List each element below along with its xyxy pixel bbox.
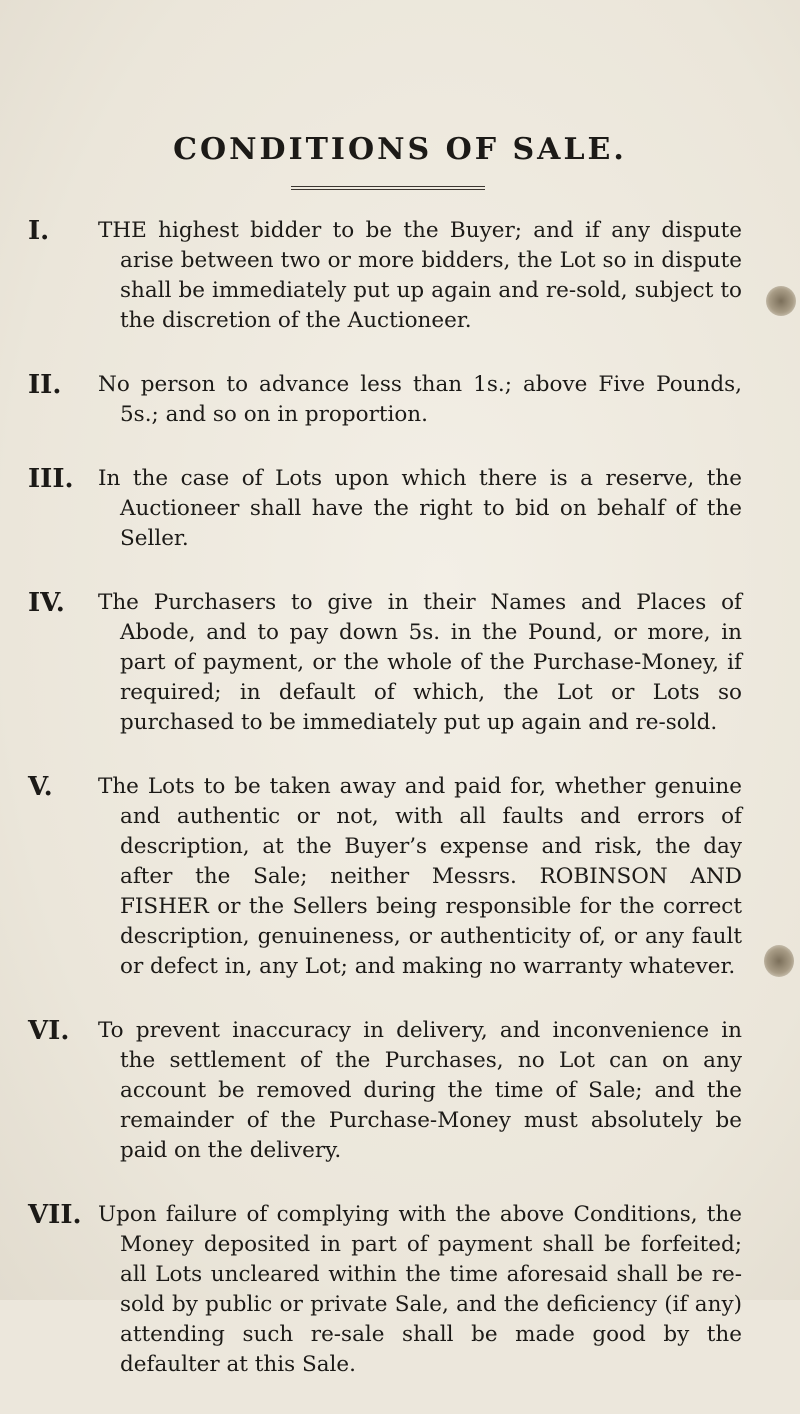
clause-text: The Purchasers to give in their Names and Places of Abode, and to pay down 5s. in the Pound, or more, in part of payment, or the whole of the Purchase-Money, if required; in default of which, the Lot or Lots so purchased to be immediately put up again and re-sold. xyxy=(98,590,742,735)
clause-4 xyxy=(0,588,800,738)
clause-number: III. xyxy=(28,464,74,494)
clause-3 xyxy=(0,464,800,554)
clause-text: In the case of Lots upon which there is a reserve, the Auctioneer shall have the right to bid on behalf of the Seller. xyxy=(98,466,742,551)
clause-text: To prevent inaccuracy in delivery, and inconvenience in the settlement of the Purchases, no Lot can on any account be removed during the time of Sale; and the remainder of the Purchase-Money must absolutely be paid on the delivery. xyxy=(98,1018,742,1163)
clause-text: The Lots to be taken away and paid for, whether genuine and authentic or not, with all faults and errors of description, at the Buyer’s expense and risk, the day after the Sale; neither Messrs. ROBINSON AND FISHER or the Sellers being responsible for the correct description, genuineness, or authenticity of, or any fault or defect in, any Lot; and making no warranty whatever. xyxy=(98,774,742,979)
ink-stain xyxy=(766,286,796,316)
clause-2 xyxy=(0,370,800,430)
clause-number: V. xyxy=(28,772,53,802)
clause-number: VII. xyxy=(28,1200,82,1230)
clause-text: No person to advance less than 1s.; above Five Pounds, 5s.; and so on in proportion. xyxy=(98,372,742,427)
clause-1 xyxy=(0,216,800,336)
clause-number: VI. xyxy=(28,1016,70,1046)
clause-7 xyxy=(0,1200,800,1380)
clause-number: IV. xyxy=(28,588,65,618)
ink-stain xyxy=(764,945,794,977)
clause-5 xyxy=(0,772,800,982)
clause-6 xyxy=(0,1016,800,1166)
clause-text: THE highest bidder to be the Buyer; and if any dispute arise between two or more bidders, the Lot so in dispute shall be immediately put up again and re-sold, subject to the discretion of the Auctioneer. xyxy=(98,218,742,333)
title-divider xyxy=(291,186,485,190)
page-title: CONDITIONS OF SALE. xyxy=(173,132,627,167)
clause-number: I. xyxy=(28,216,50,246)
clause-text: Upon failure of complying with the above Conditions, the Money deposited in part of payment shall be forfeited; all Lots uncleared within the time aforesaid shall be re-sold by public or private Sale, and the deficiency (if any) attending such re-sale shall be made good by the defaulter at this Sale. xyxy=(98,1202,742,1377)
conditions-list xyxy=(0,216,800,1414)
clause-number: II. xyxy=(28,370,62,400)
